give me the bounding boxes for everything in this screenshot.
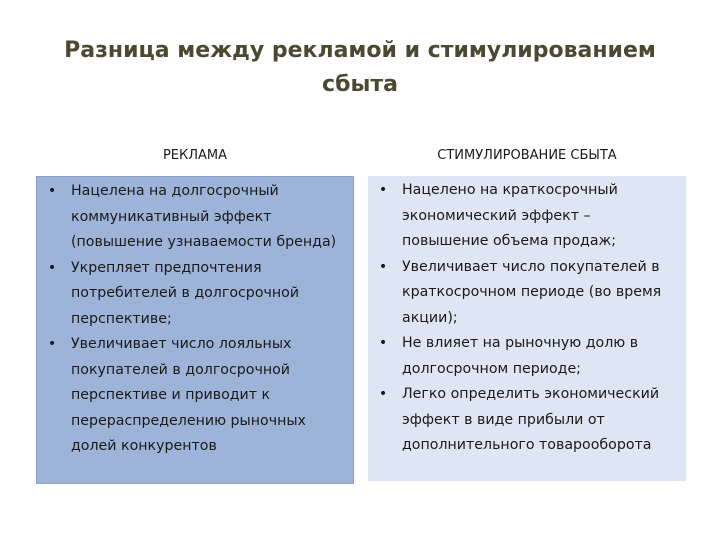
bullet-icon: • xyxy=(47,336,57,352)
list-item: • Легко определить экономический эффект в виде прибыли от дополнительного товарооборота xyxy=(368,382,678,459)
bullet-icon: • xyxy=(378,258,388,275)
sales-promotion-list xyxy=(368,178,678,459)
slide-title: Разница между рекламой и стимулированием сбыта xyxy=(64,38,656,97)
list-item: • Увеличивает число покупателей в краткосрочном периоде (во время акции); xyxy=(368,255,678,332)
advertising-box xyxy=(36,176,354,484)
column-header-sales-promotion: СТИМУЛИРОВАНИЕ СБЫТА xyxy=(437,148,617,163)
bullet-icon: • xyxy=(47,183,57,199)
bullet-icon: • xyxy=(378,182,388,198)
list-item: • Нацелено на краткосрочный экономический эффект – повышение объема продаж; xyxy=(368,178,678,255)
bullet-icon: • xyxy=(47,259,57,276)
bullet-icon: • xyxy=(378,386,388,402)
list-item: • Не влияет на рыночную долю в долгосрочном периоде; xyxy=(368,331,678,382)
bullet-icon: • xyxy=(378,335,388,351)
advertising-list xyxy=(37,179,345,460)
list-item: • Укрепляет предпочтения потребителей в долгосрочной перспективе; xyxy=(37,256,345,333)
list-item: • Нацелена на долгосрочный коммуникативный эффект (повышение узнаваемости бренда) xyxy=(37,179,345,256)
sales-promotion-box xyxy=(368,176,686,481)
column-header-advertising: РЕКЛАМА xyxy=(162,148,228,163)
list-item: • Увеличивает число лояльных покупателей в долгосрочной перспективе и приводит к перераспределению рыночных долей конкурентов xyxy=(37,332,345,460)
